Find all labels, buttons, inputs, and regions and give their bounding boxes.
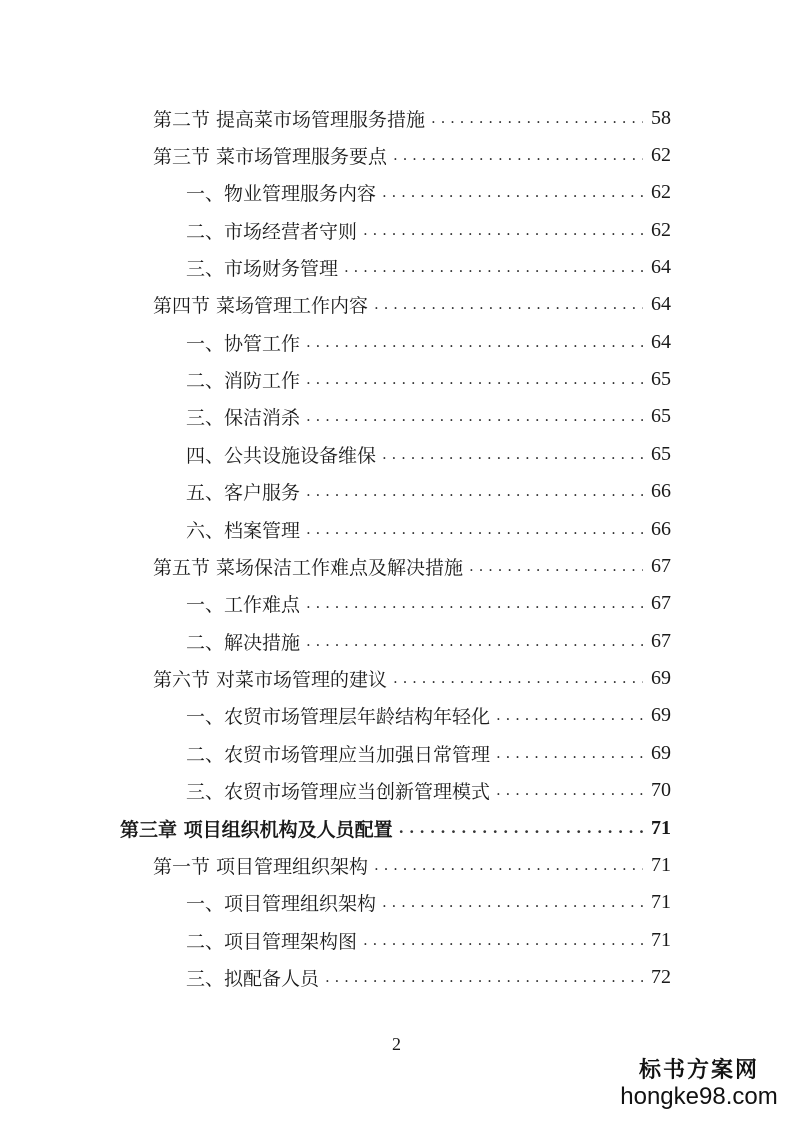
toc-entry[interactable] bbox=[186, 585, 671, 621]
toc-leader-dots bbox=[374, 295, 643, 314]
toc-leader-dots bbox=[469, 557, 643, 576]
toc-entry[interactable] bbox=[120, 810, 671, 846]
toc-entry-page: 66 bbox=[651, 479, 671, 502]
toc-entry-page: 69 bbox=[651, 666, 671, 689]
toc-entry[interactable] bbox=[186, 922, 671, 958]
toc-leader-dots bbox=[496, 706, 643, 725]
toc-leader-dots bbox=[306, 333, 643, 352]
watermark-logo bbox=[619, 1053, 779, 1110]
toc-entry-label: 第一节 项目管理组织架构 bbox=[153, 855, 369, 878]
toc-entry[interactable] bbox=[186, 735, 671, 771]
toc-leader-dots bbox=[306, 482, 643, 501]
toc-entry-page: 71 bbox=[651, 816, 671, 839]
toc-entry[interactable] bbox=[186, 361, 671, 397]
toc-entry[interactable] bbox=[186, 511, 671, 547]
toc-entry[interactable] bbox=[186, 436, 671, 472]
toc-entry[interactable] bbox=[186, 212, 671, 248]
toc-entry[interactable] bbox=[186, 324, 671, 360]
toc-entry-page: 69 bbox=[651, 703, 671, 726]
toc-entry-label: 三、市场财务管理 bbox=[186, 257, 339, 280]
toc-entry-page: 65 bbox=[651, 404, 671, 427]
toc-entry-page: 67 bbox=[651, 554, 671, 577]
toc-entry-label: 三、拟配备人员 bbox=[186, 967, 320, 990]
toc-leader-dots bbox=[496, 744, 643, 763]
toc-leader-dots bbox=[382, 445, 643, 464]
watermark-text: 标书方案网 bbox=[638, 1057, 759, 1083]
toc-leader-dots bbox=[363, 931, 643, 950]
toc-leader-dots bbox=[344, 258, 643, 277]
toc-entry-label: 二、消防工作 bbox=[186, 369, 301, 392]
toc-leader-dots bbox=[306, 407, 643, 426]
toc-entry-page: 58 bbox=[651, 106, 671, 129]
toc-entry-label: 一、协管工作 bbox=[186, 332, 301, 355]
toc-entry[interactable] bbox=[186, 174, 671, 210]
toc-entry[interactable] bbox=[153, 847, 671, 883]
toc-entry-label: 三、保洁消杀 bbox=[186, 406, 301, 429]
toc-entry-label: 第二节 提高菜市场管理服务措施 bbox=[153, 108, 426, 131]
toc-leader-dots bbox=[374, 856, 643, 875]
toc-entry[interactable] bbox=[186, 959, 671, 995]
toc-entry[interactable] bbox=[153, 286, 671, 322]
toc-entry-page: 66 bbox=[651, 517, 671, 540]
toc-entry[interactable] bbox=[153, 660, 671, 696]
toc-entry-label: 第三节 菜市场管理服务要点 bbox=[153, 145, 388, 168]
toc-entry-label: 二、解决措施 bbox=[186, 631, 301, 654]
toc-entry-page: 71 bbox=[651, 853, 671, 876]
toc-leader-dots bbox=[306, 520, 643, 539]
toc-entry-page: 67 bbox=[651, 591, 671, 614]
toc-entry[interactable] bbox=[186, 249, 671, 285]
toc-entry-page: 65 bbox=[651, 442, 671, 465]
toc-entry-label: 五、客户服务 bbox=[186, 481, 301, 504]
toc-entry-label: 一、物业管理服务内容 bbox=[186, 182, 377, 205]
toc-leader-dots bbox=[393, 146, 643, 165]
toc-leader-dots bbox=[306, 632, 643, 651]
toc-entry-label: 一、工作难点 bbox=[186, 593, 301, 616]
toc-entry-page: 71 bbox=[651, 890, 671, 913]
toc-leader-dots bbox=[393, 669, 643, 688]
toc-leader-dots bbox=[431, 109, 643, 128]
toc-entry-label: 二、项目管理架构图 bbox=[186, 930, 358, 953]
toc-entry-page: 64 bbox=[651, 255, 671, 278]
toc-entry-label: 二、市场经营者守则 bbox=[186, 220, 358, 243]
page-number: 2 bbox=[392, 1034, 401, 1054]
toc-leader-dots bbox=[382, 893, 643, 912]
toc-entry[interactable] bbox=[153, 100, 671, 136]
toc-leader-dots bbox=[399, 819, 643, 838]
toc-leader-dots bbox=[496, 781, 643, 800]
toc-entry-page: 62 bbox=[651, 180, 671, 203]
toc-entry-page: 71 bbox=[651, 928, 671, 951]
toc-entry[interactable] bbox=[186, 772, 671, 808]
toc-entry[interactable] bbox=[186, 623, 671, 659]
toc-leader-dots bbox=[325, 968, 643, 987]
toc-entry-label: 第五节 菜场保洁工作难点及解决措施 bbox=[153, 556, 464, 579]
toc-leader-dots bbox=[306, 370, 643, 389]
toc-leader-dots bbox=[363, 221, 643, 240]
toc-entry-page: 69 bbox=[651, 741, 671, 764]
toc-entry[interactable] bbox=[186, 697, 671, 733]
toc-leader-dots bbox=[382, 183, 643, 202]
toc-entry-label: 第四节 菜场管理工作内容 bbox=[153, 294, 369, 317]
toc-entry-label: 四、公共设施设备维保 bbox=[186, 444, 377, 467]
toc-entry-label: 三、农贸市场管理应当创新管理模式 bbox=[186, 780, 491, 803]
toc-entry[interactable] bbox=[153, 137, 671, 173]
toc-leader-dots bbox=[306, 594, 643, 613]
toc-entry-page: 62 bbox=[651, 143, 671, 166]
toc-entry-page: 64 bbox=[651, 330, 671, 353]
toc-entry-label: 第三章 项目组织机构及人员配置 bbox=[120, 818, 393, 841]
toc-entry-page: 65 bbox=[651, 367, 671, 390]
toc-entry[interactable] bbox=[186, 473, 671, 509]
toc-entry-label: 一、农贸市场管理层年龄结构年轻化 bbox=[186, 705, 491, 728]
toc-entry[interactable] bbox=[153, 548, 671, 584]
toc-entry-label: 二、农贸市场管理应当加强日常管理 bbox=[186, 743, 491, 766]
toc-entry-page: 70 bbox=[651, 778, 671, 801]
toc-entry-label: 一、项目管理组织架构 bbox=[186, 892, 377, 915]
toc-entry-page: 67 bbox=[651, 629, 671, 652]
toc-entry[interactable] bbox=[186, 884, 671, 920]
toc-entry-page: 62 bbox=[651, 218, 671, 241]
toc-entry-label: 六、档案管理 bbox=[186, 519, 301, 542]
watermark-url: hongke98.com bbox=[620, 1083, 778, 1110]
toc-entry-page: 72 bbox=[651, 965, 671, 988]
toc-entry-page: 64 bbox=[651, 292, 671, 315]
toc-entry-label: 第六节 对菜市场管理的建议 bbox=[153, 668, 388, 691]
toc-entry[interactable] bbox=[186, 398, 671, 434]
